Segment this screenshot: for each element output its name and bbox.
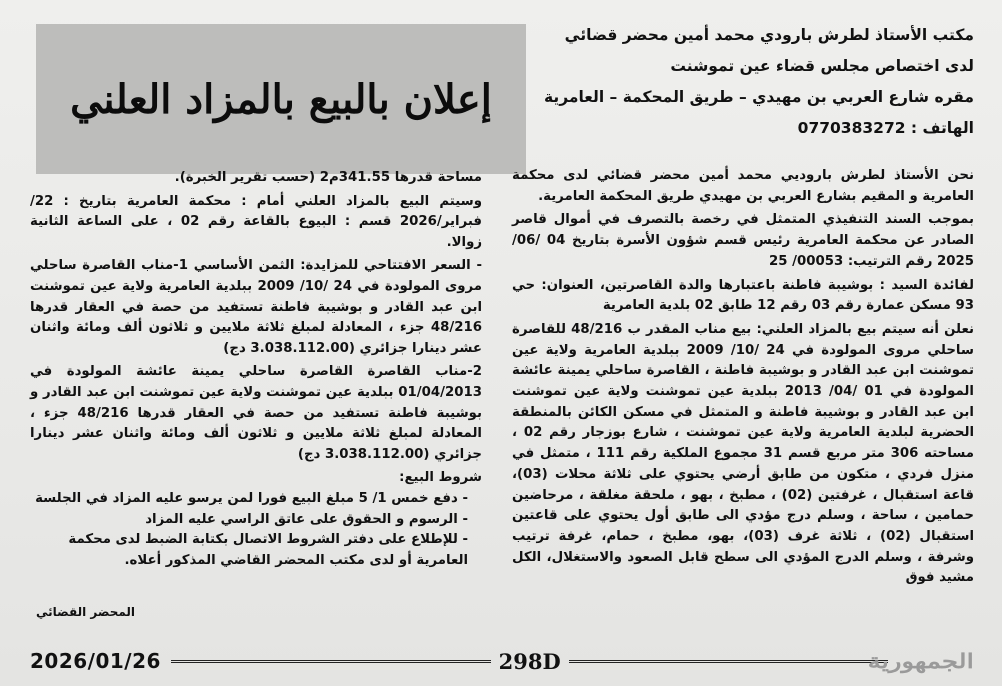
paragraph: 2-مناب القاصرة القاصرة ساحلي يمينة عائشة المولودة في 01/04/2013 ببلدية عين تموشنت ولاية عين تموشنت ابن عبد القادر و بوشيبة فاطنة تستفيد من حصة في العقار قدرها 48/216 جزء ، المعادلة لمبلغ ثلاثة ملايين و ثلاثون ألف ومائة واثنان عشر دينارا جزائري (3.038.112.00 دج) bbox=[30, 364, 482, 462]
paragraph: - السعر الافتتاحي للمزايدة: الثمن الأساسي 1-مناب القاصرة ساحلي مروى المولودة في 24 /10/ 2009 ببلدية العامرية ولاية عين تموشنت ابن عبد القادر و بوشيبة فاطنة تستفيد من حصة في العقار قدرها 48/216 جزء ، المعادلة لمبلغ ثلاثة ملايين و ثلاثون ألف ومائة واثنان عشر دينارا جزائري (3.038.112.00 دج) bbox=[30, 258, 482, 356]
condition-item: - الرسوم و الحقوق على عاتق الراسي عليه المزاد bbox=[145, 511, 468, 527]
condition-item: - دفع خمس 1/ 5 مبلغ البيع فورا لمن يرسو عليه المزاد في الجلسة bbox=[35, 490, 468, 506]
paragraph: وسيتم البيع بالمزاد العلني أمام : محكمة العامرية بتاريخ : 22/فبراير/2026 قسم : البيوع بالقاعة رقم 02 ، على الساعة الثانية زوالا. bbox=[30, 193, 483, 250]
divider bbox=[171, 660, 491, 663]
office-line: مكتب الأستاذ لطرش بارودي محمد أمين محضر قضائي bbox=[564, 26, 974, 44]
issue-date: 2026/01/26 bbox=[30, 649, 161, 673]
left-column bbox=[30, 168, 482, 571]
paragraph: مساحة قدرها 341.55م2 (حسب تقرير الخبرة). bbox=[174, 170, 482, 185]
right-column bbox=[512, 166, 974, 592]
newspaper-logo: الجمهورية bbox=[868, 649, 975, 673]
paragraph: نحن الأستاذ لطرش باروديي محمد أمين محضر قضائي لدى محكمة العامرية و المقيم بشارع العربي بن مهيدي طريق المحكمة العامرية. bbox=[512, 168, 974, 204]
divider bbox=[569, 660, 889, 663]
paragraph: بموجب السند التنفيذي المتمثل في رخصة بالتصرف في أموال قاصر الصادر عن محكمة العامرية رئيس قسم شؤون الأسرة بتاريخ 04 /06/ 2025 رقم الترتيب: 00053/ 25 bbox=[512, 212, 974, 269]
paragraph: نعلن أنه سيتم بيع بالمزاد العلني: بيع مناب المقدر ب 48/216 للقاصرة ساحلي مروى المولودة في 24 /10/ 2009 ببلدية العامرية ولاية عين تموشنت ابن عبد القادر و بوشيبة فاطنة ، القاصرة ساحلي يمينة عائشة المولودة في 01 /04/ 2013 ببلدية عين تموشنت ولاية عين تموشنت ابن عبد القادر و بوشيبة فاطنة و المتمثل في مسكن الكائن بالمنطقة الحضرية لبلدية العامرية ولاية عين تموشنت ، شارع بوزجار رقم 02 ، مساحته 306 متر مربع قسم 31 مجموع الملكية رقم 111 ، متمثل في منزل فردي ، متكون من طابق أرضي يحتوي على ثلاثة محلات (03)، قاعة استقبال ، غرفتين (02) ، مطبخ ، بهو ، ملحقة مغلقة ، مرحاضين حمامين ، ساحة ، وسلم درج مؤدي الى طابق أول يحتوي على قاعتين استقبال (02) ، ثلاثة غرف (03)، بهو، مطبخ ، حمام، غرفة ترتيب وشرفة ، وسلم الدرج المؤدي الى سطح قابل الصعود والاستغلال، الكل مشيد فوق bbox=[512, 321, 975, 586]
conditions-title: شروط البيع: bbox=[399, 470, 482, 486]
condition-item: - للإطلاع على دفتر الشروط الاتصال بكتابة الضبط لدى محكمة العامرية أو لدى مكتب المحضر القاضي المذكور أعلاه. bbox=[68, 532, 468, 568]
phone-line: الهاتف : 0770383272 bbox=[797, 119, 974, 137]
signature: المحضر القضائي bbox=[36, 605, 136, 619]
announcement-title: إعلان بالبيع بالمزاد العلني bbox=[70, 75, 492, 123]
ad-code: 298D bbox=[498, 648, 561, 674]
title-box bbox=[36, 24, 526, 174]
page-footer bbox=[20, 646, 982, 676]
address-line: مقره شارع العربي بن مهيدي – طريق المحكمة – العامرية bbox=[544, 88, 974, 106]
bailiff-header bbox=[504, 20, 974, 144]
jurisdiction-line: لدى اختصاص مجلس قضاء عين تموشنت bbox=[670, 57, 974, 75]
paragraph: لفائدة السيد : بوشيبة فاطنة باعتبارها والدة القاصرتين، العنوان: حي 93 مسكن عمارة رقم 03 رقم 12 طابق 02 بلدية العامرية bbox=[512, 277, 974, 314]
